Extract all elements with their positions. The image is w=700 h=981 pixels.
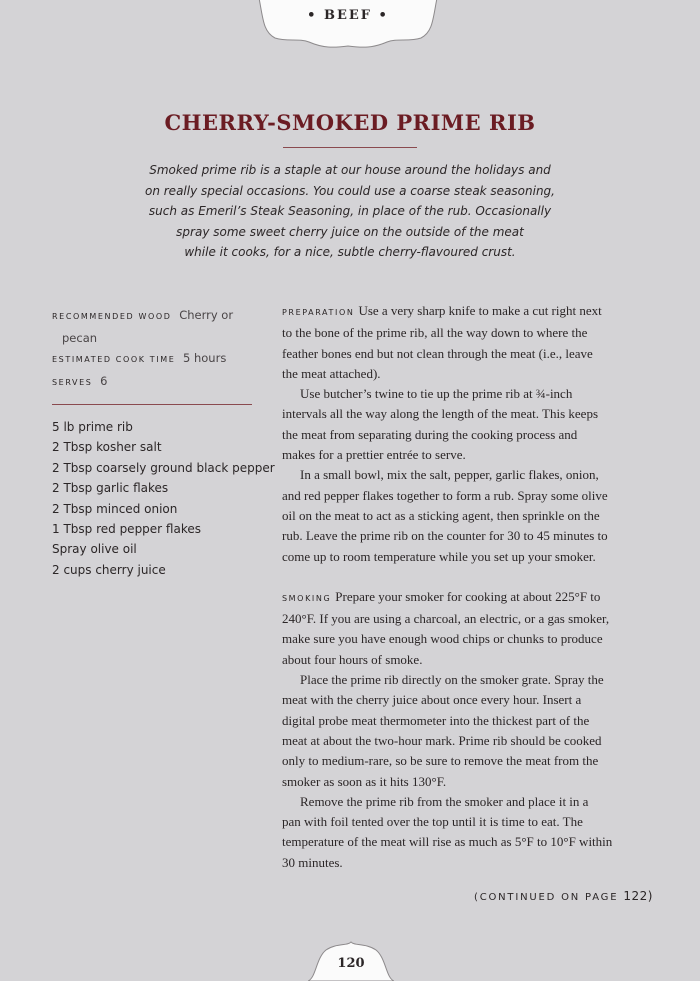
ingredient-item: 5 lb prime rib	[52, 420, 133, 434]
wood-value-cont: pecan	[62, 330, 98, 345]
smoking-section	[282, 587, 654, 873]
page-number: 120	[337, 956, 365, 971]
method-line: about four hours of smoke.	[282, 651, 423, 667]
intro-line: such as Emeril’s Steak Seasoning, in place of the rub. Occasionally	[148, 204, 552, 218]
recipe-title: CHERRY-SMOKED PRIME RIB	[164, 110, 536, 135]
method-line: temperature of the meat will rise as much as 5°F to 10°F within	[282, 834, 613, 850]
method-line: come up to room temperature while you set up your smoker.	[282, 548, 596, 564]
method-line	[282, 301, 654, 323]
recipe-sidebar	[52, 305, 275, 580]
method-line	[282, 587, 654, 609]
serves-value: 6	[100, 373, 108, 388]
recipe-method	[282, 301, 654, 873]
section-label: • BEEF •	[307, 8, 389, 23]
method-line: rub. Leave the prime rib on the counter for 30 to 45 minutes to	[282, 528, 608, 544]
ingredient-list	[52, 417, 275, 580]
recommended-wood-cont	[52, 328, 262, 349]
method-line: to the bone of the prime rib, all the way down to where the	[282, 325, 588, 341]
method-line: smoker as soon as it hits 130°F.	[282, 773, 447, 789]
method-line: make sure you have enough wood chips or chunks to produce	[282, 631, 603, 647]
method-line: the meat from separating during the cooking process and	[282, 426, 578, 442]
ingredient-item: 2 Tbsp coarsely ground black pepper	[52, 460, 275, 475]
intro-line: Smoked prime rib is a staple at our house around the holidays and	[149, 163, 551, 177]
recommended-wood	[52, 305, 262, 328]
section-gap	[282, 567, 654, 587]
preparation-section	[282, 301, 654, 567]
method-line: only to medium-rare, so be sure to remove the meat from the	[282, 753, 599, 769]
method-line: oil on the meat to act as a sticking agent, then sprinkle on the	[282, 507, 600, 523]
continued-note	[474, 889, 653, 903]
method-text: Use a very sharp knife to make a cut right next	[358, 303, 602, 318]
cook-time-value: 5 hours	[183, 351, 227, 365]
wood-label: RECOMMENDED WOOD	[52, 312, 172, 321]
method-line: Remove the prime rib from the smoker and place it in a	[300, 793, 589, 809]
method-line: pan with foil tented over the top until it is time to eat. The	[282, 814, 583, 830]
method-line: In a small bowl, mix the salt, pepper, garlic flakes, onion,	[300, 467, 599, 483]
method-line: makes for a prettier entrée to serve.	[282, 447, 466, 463]
ingredient-item: 2 Tbsp kosher salt	[52, 440, 162, 455]
method-line: digital probe meat thermometer into the thickest part of the	[282, 712, 590, 728]
ingredient-item: 2 Tbsp garlic flakes	[52, 481, 169, 496]
method-line: 240°F. If you are using a charcoal, an electric, or a gas smoker,	[282, 611, 610, 627]
intro-line: spray some sweet cherry juice on the outside of the meat	[176, 224, 524, 239]
continued-text: (CONTINUED ON PAGE	[474, 892, 619, 903]
method-line: meat with the cherry juice about once every hour. Insert a	[282, 692, 582, 708]
title-divider	[283, 147, 417, 148]
recipe-intro	[130, 160, 570, 263]
wood-value: Cherry or	[179, 308, 234, 322]
method-line: Place the prime rib directly on the smoker grate. Spray the	[300, 672, 604, 688]
sidebar-divider	[52, 404, 252, 405]
continued-page: 122)	[623, 889, 653, 903]
method-line: feather bones end but not clean through the meat (i.e., leave	[282, 345, 593, 361]
cook-time-label: ESTIMATED COOK TIME	[52, 355, 176, 364]
ingredient-item: Spray olive oil	[52, 542, 137, 557]
method-line: Use butcher’s twine to tie up the prime rib at ¾-inch	[300, 386, 573, 402]
estimated-cook-time	[52, 348, 262, 371]
method-line: 30 minutes.	[282, 854, 343, 870]
intro-line: while it cooks, for a nice, subtle cherry-flavoured crust.	[184, 245, 516, 259]
method-line: meat at about the two-hour mark. Prime rib should be cooked	[282, 732, 602, 748]
ingredient-item: 2 cups cherry juice	[52, 562, 166, 577]
ingredient-item: 2 Tbsp minced onion	[52, 501, 178, 516]
method-text: Prepare your smoker for cooking at about 225°F to	[335, 588, 601, 604]
page-number-tab	[308, 940, 394, 981]
smoking-heading: SMOKING	[282, 593, 332, 603]
method-line: intervals all the way along the length of the meat. This keeps	[282, 406, 599, 422]
ingredient-item: 1 Tbsp red pepper flakes	[52, 522, 201, 537]
method-line: and red pepper flakes together to form a rub. Spray some olive	[282, 487, 608, 503]
section-tab	[253, 0, 443, 52]
intro-line: on really special occasions. You could use a coarse steak seasoning,	[144, 183, 555, 198]
preparation-heading: PREPARATION	[282, 308, 355, 317]
serves	[52, 371, 262, 394]
serves-label: SERVES	[52, 377, 93, 387]
method-line: the meat attached).	[282, 365, 381, 381]
